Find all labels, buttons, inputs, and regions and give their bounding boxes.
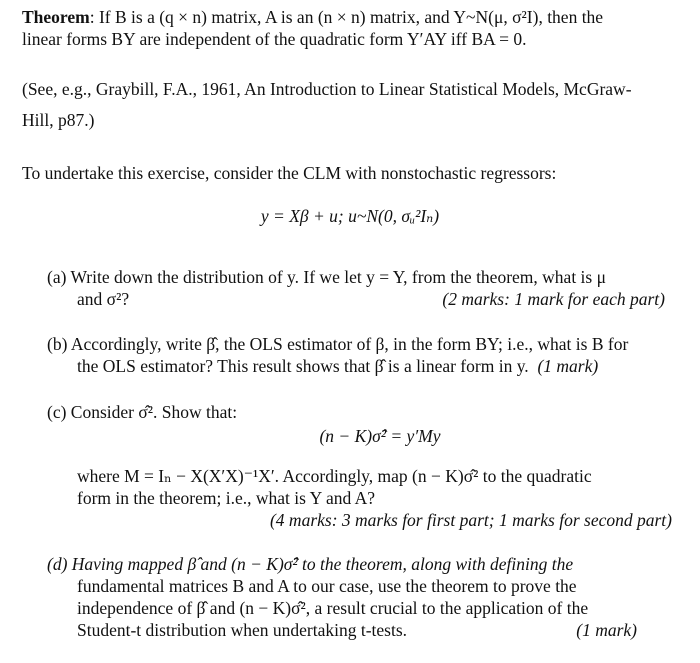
reference-line-2: Hill, p87.)	[22, 110, 95, 130]
question-c-body	[77, 465, 672, 531]
question-c	[47, 401, 665, 423]
question-d-line-3: independence of β̂ and (n − K)σ̂², a result crucial to the application of the	[77, 598, 589, 618]
question-b	[47, 333, 672, 377]
question-a-line-2: and σ²? (2 marks: 1 mark for each part)	[77, 289, 665, 309]
question-a-line-1: (a) Write down the distribution of y. If we let y = Y, from the theorem, what is μ	[47, 267, 606, 287]
question-c-equation: (n − K)σ̂² = y′My	[319, 426, 441, 446]
question-d-marks: (1 mark)	[576, 620, 637, 640]
question-a	[47, 266, 665, 310]
theorem-label: Theorem	[22, 7, 90, 27]
question-d-line-4: Student-t distribution when undertaking t-tests. (1 mark)	[77, 620, 637, 640]
theorem-block	[22, 6, 682, 50]
question-b-marks: (1 mark)	[537, 356, 599, 376]
model-equation: y = Xβ + u; u~N(0, σᵤ²Iₙ)	[260, 206, 440, 226]
theorem-line-1	[22, 6, 682, 28]
question-c-line-3: form in the theorem; i.e., what is Y and A?	[77, 488, 376, 508]
question-d	[47, 553, 637, 641]
question-c-line-1: (c) Consider σ̂². Show that:	[47, 402, 238, 422]
reference-line-1: (See, e.g., Graybill, F.A., 1961, An Introduction to Linear Statistical Models, McGraw-	[22, 79, 632, 99]
question-d-line-1: (d) Having mapped β̂ and (n − K)σ̂² to the theorem, along with defining the	[47, 554, 574, 574]
reference-block	[22, 74, 687, 136]
question-c-marks: (4 marks: 3 marks for first part; 1 marks for second part)	[269, 510, 672, 530]
question-d-line-2: fundamental matrices B and A to our case, use the theorem to prove the	[77, 576, 577, 596]
question-b-line-1: (b) Accordingly, write β̂, the OLS estimator of β, in the form BY; i.e., what is B for	[47, 334, 629, 354]
question-b-line-2: the OLS estimator? This result shows that β̂ is a linear form in y. (1 mark)	[77, 356, 599, 376]
theorem-line-2: linear forms BY are independent of the quadratic form Y′AY iff BA = 0.	[22, 29, 527, 49]
question-c-line-2: where M = Iₙ − X(X′X)⁻¹X′. Accordingly, map (n − K)σ̂² to the quadratic	[77, 466, 592, 486]
intro-text: To undertake this exercise, consider the CLM with nonstochastic regressors:	[22, 163, 557, 183]
theorem-text: : If B is a (q × n) matrix, A is an (n × n) matrix, and Y~N(μ, σ²I), then the	[89, 7, 604, 27]
question-a-marks: (2 marks: 1 mark for each part)	[442, 289, 665, 309]
